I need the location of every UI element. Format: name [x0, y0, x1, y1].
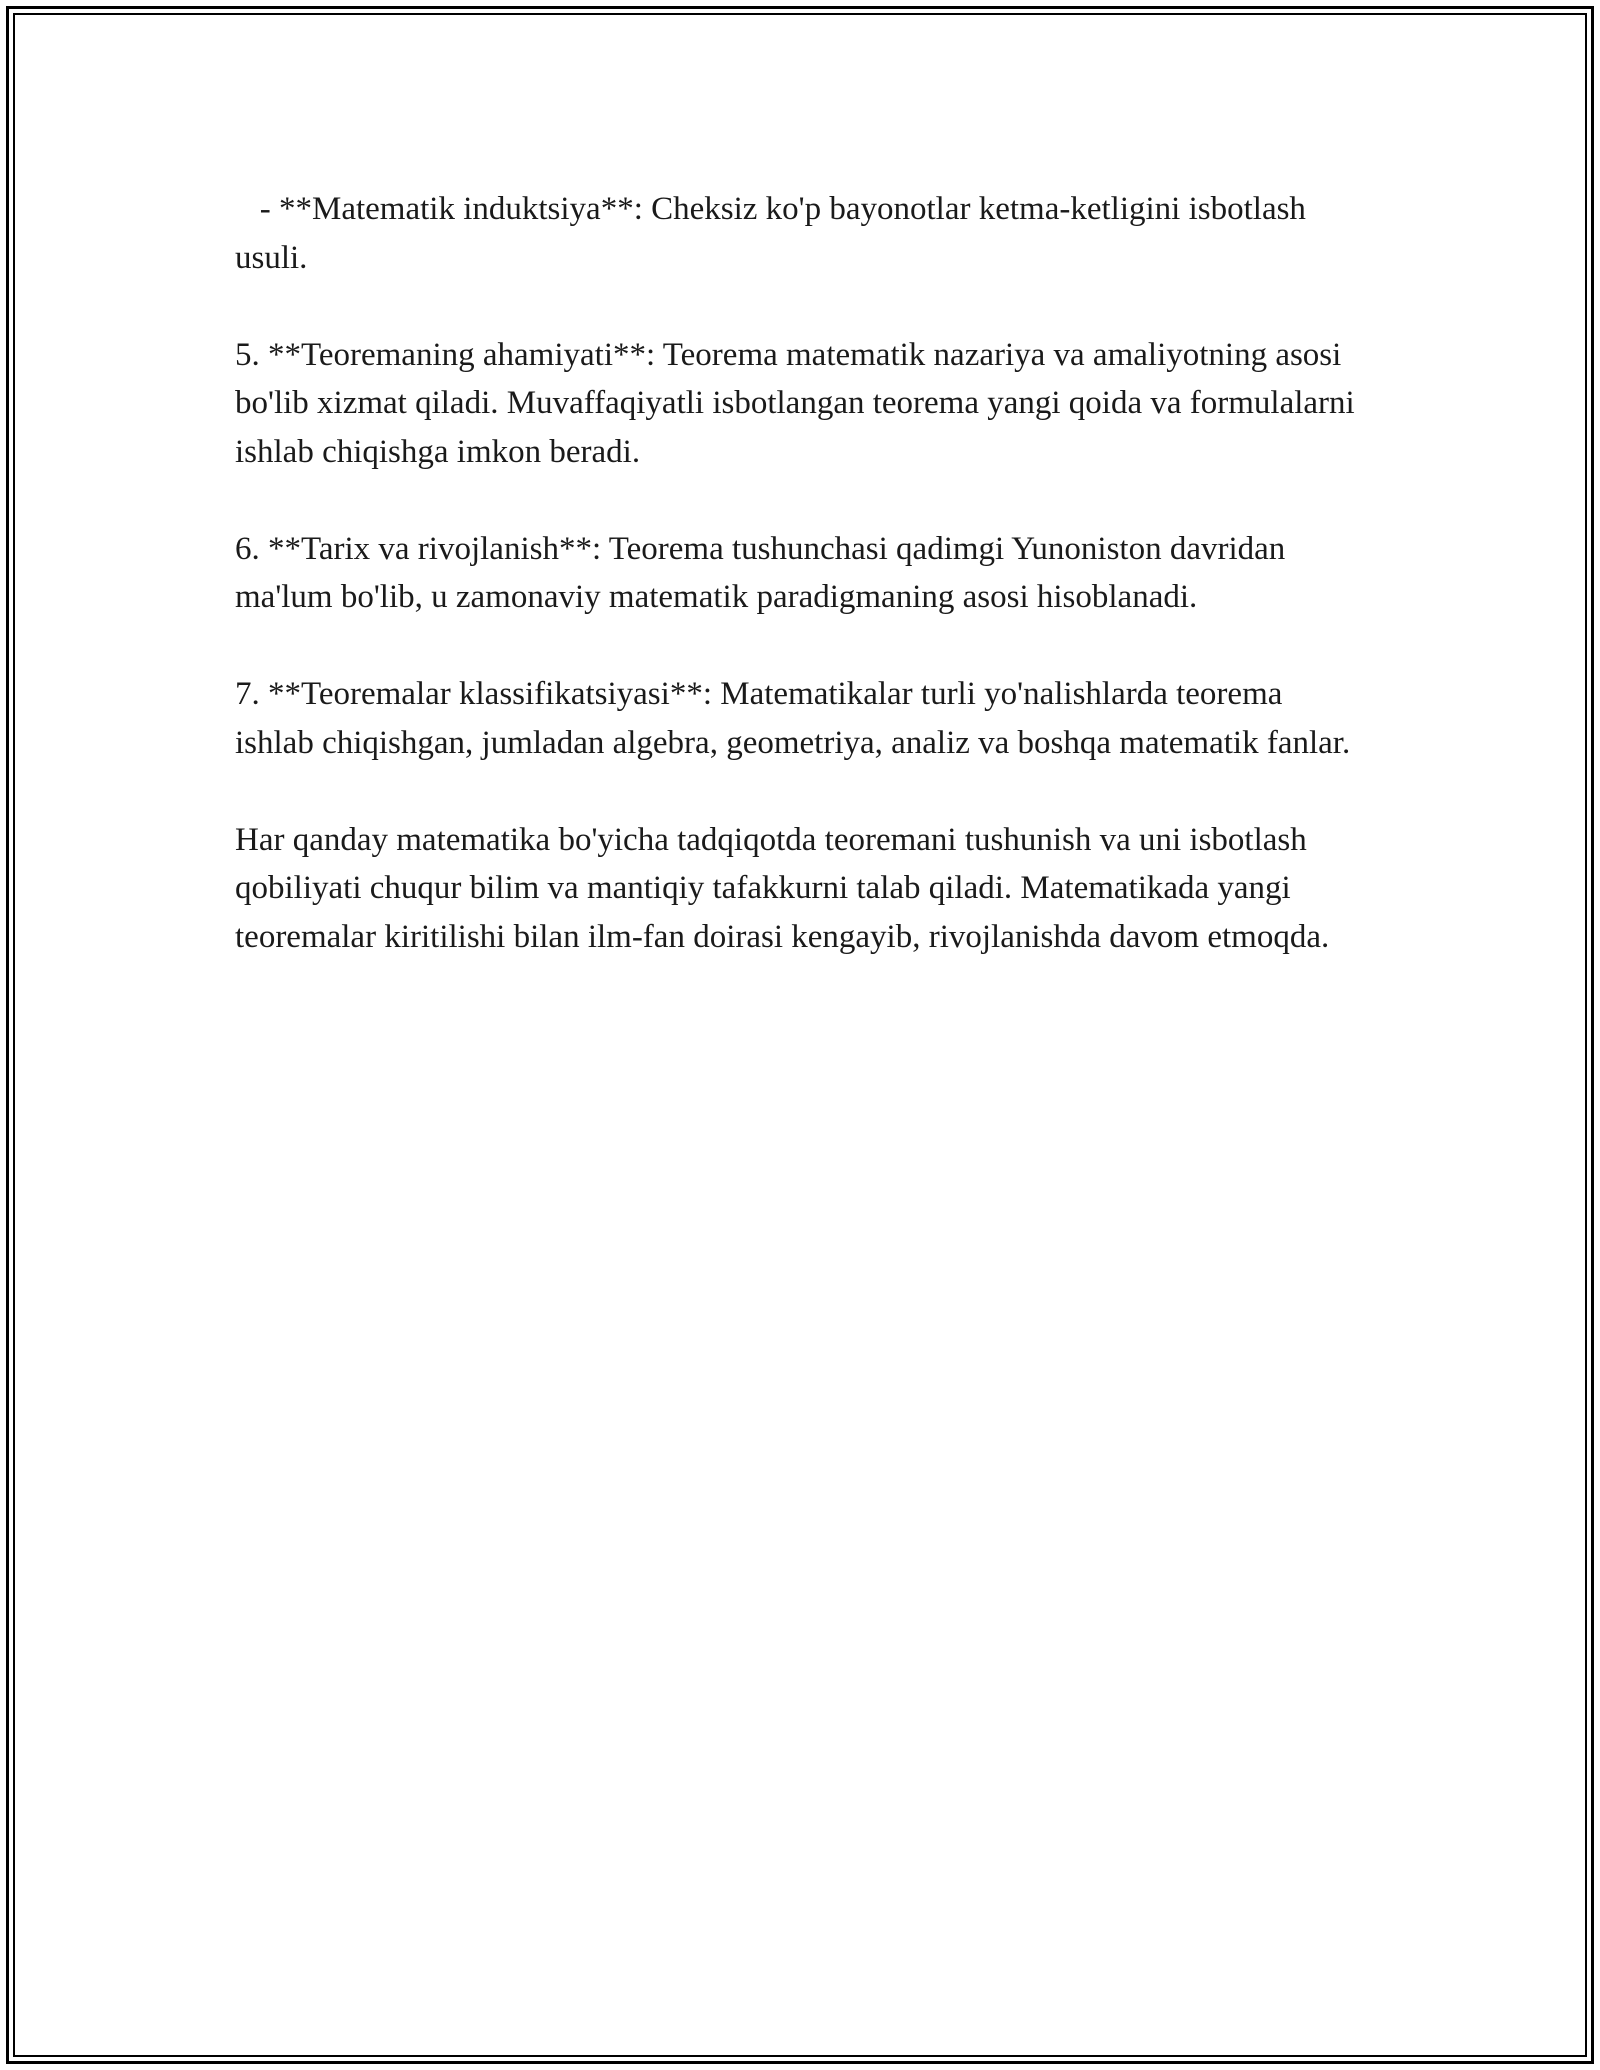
paragraph-history: 6. **Tarix va rivojlanish**: Teorema tushunchasi qadimgi Yunoniston davridan ma'lum bo'lib, u zamonaviy matematik paradigmaning asosi hisoblanadi. [235, 530, 1294, 615]
paragraph-classification: 7. **Teoremalar klassifikatsiyasi**: Matematikalar turli yo'nalishlarda teorema ishlab chiqishgan, jumladan algebra, geometriya, analiz va boshqa matematik fanlar. [235, 676, 1351, 761]
document-body [235, 185, 1365, 961]
paragraph-significance: 5. **Teoremaning ahamiyati**: Teorema matematik nazariya va amaliyotning asosi bo'lib xizmat qiladi. Muvaffaqiyatli isbotlangan teorema yangi qoida va formulalarni ishlab chiqishga imkon beradi. [235, 336, 1363, 470]
paragraph-conclusion: Har qanday matematika bo'yicha tadqiqotda teoremani tushunish va uni isbotlash qobiliyati chuqur bilim va mantiqiy tafakkurni talab qiladi. Matematikada yangi teoremalar kiritilishi bilan ilm-fan doirasi kengayib, rivojlanishda davom etmoqda. [235, 821, 1330, 955]
paragraph-induction: - **Matematik induktsiya**: Cheksiz ko'p bayonotlar ketma-ketligini isbotlash usuli. [235, 191, 1315, 276]
